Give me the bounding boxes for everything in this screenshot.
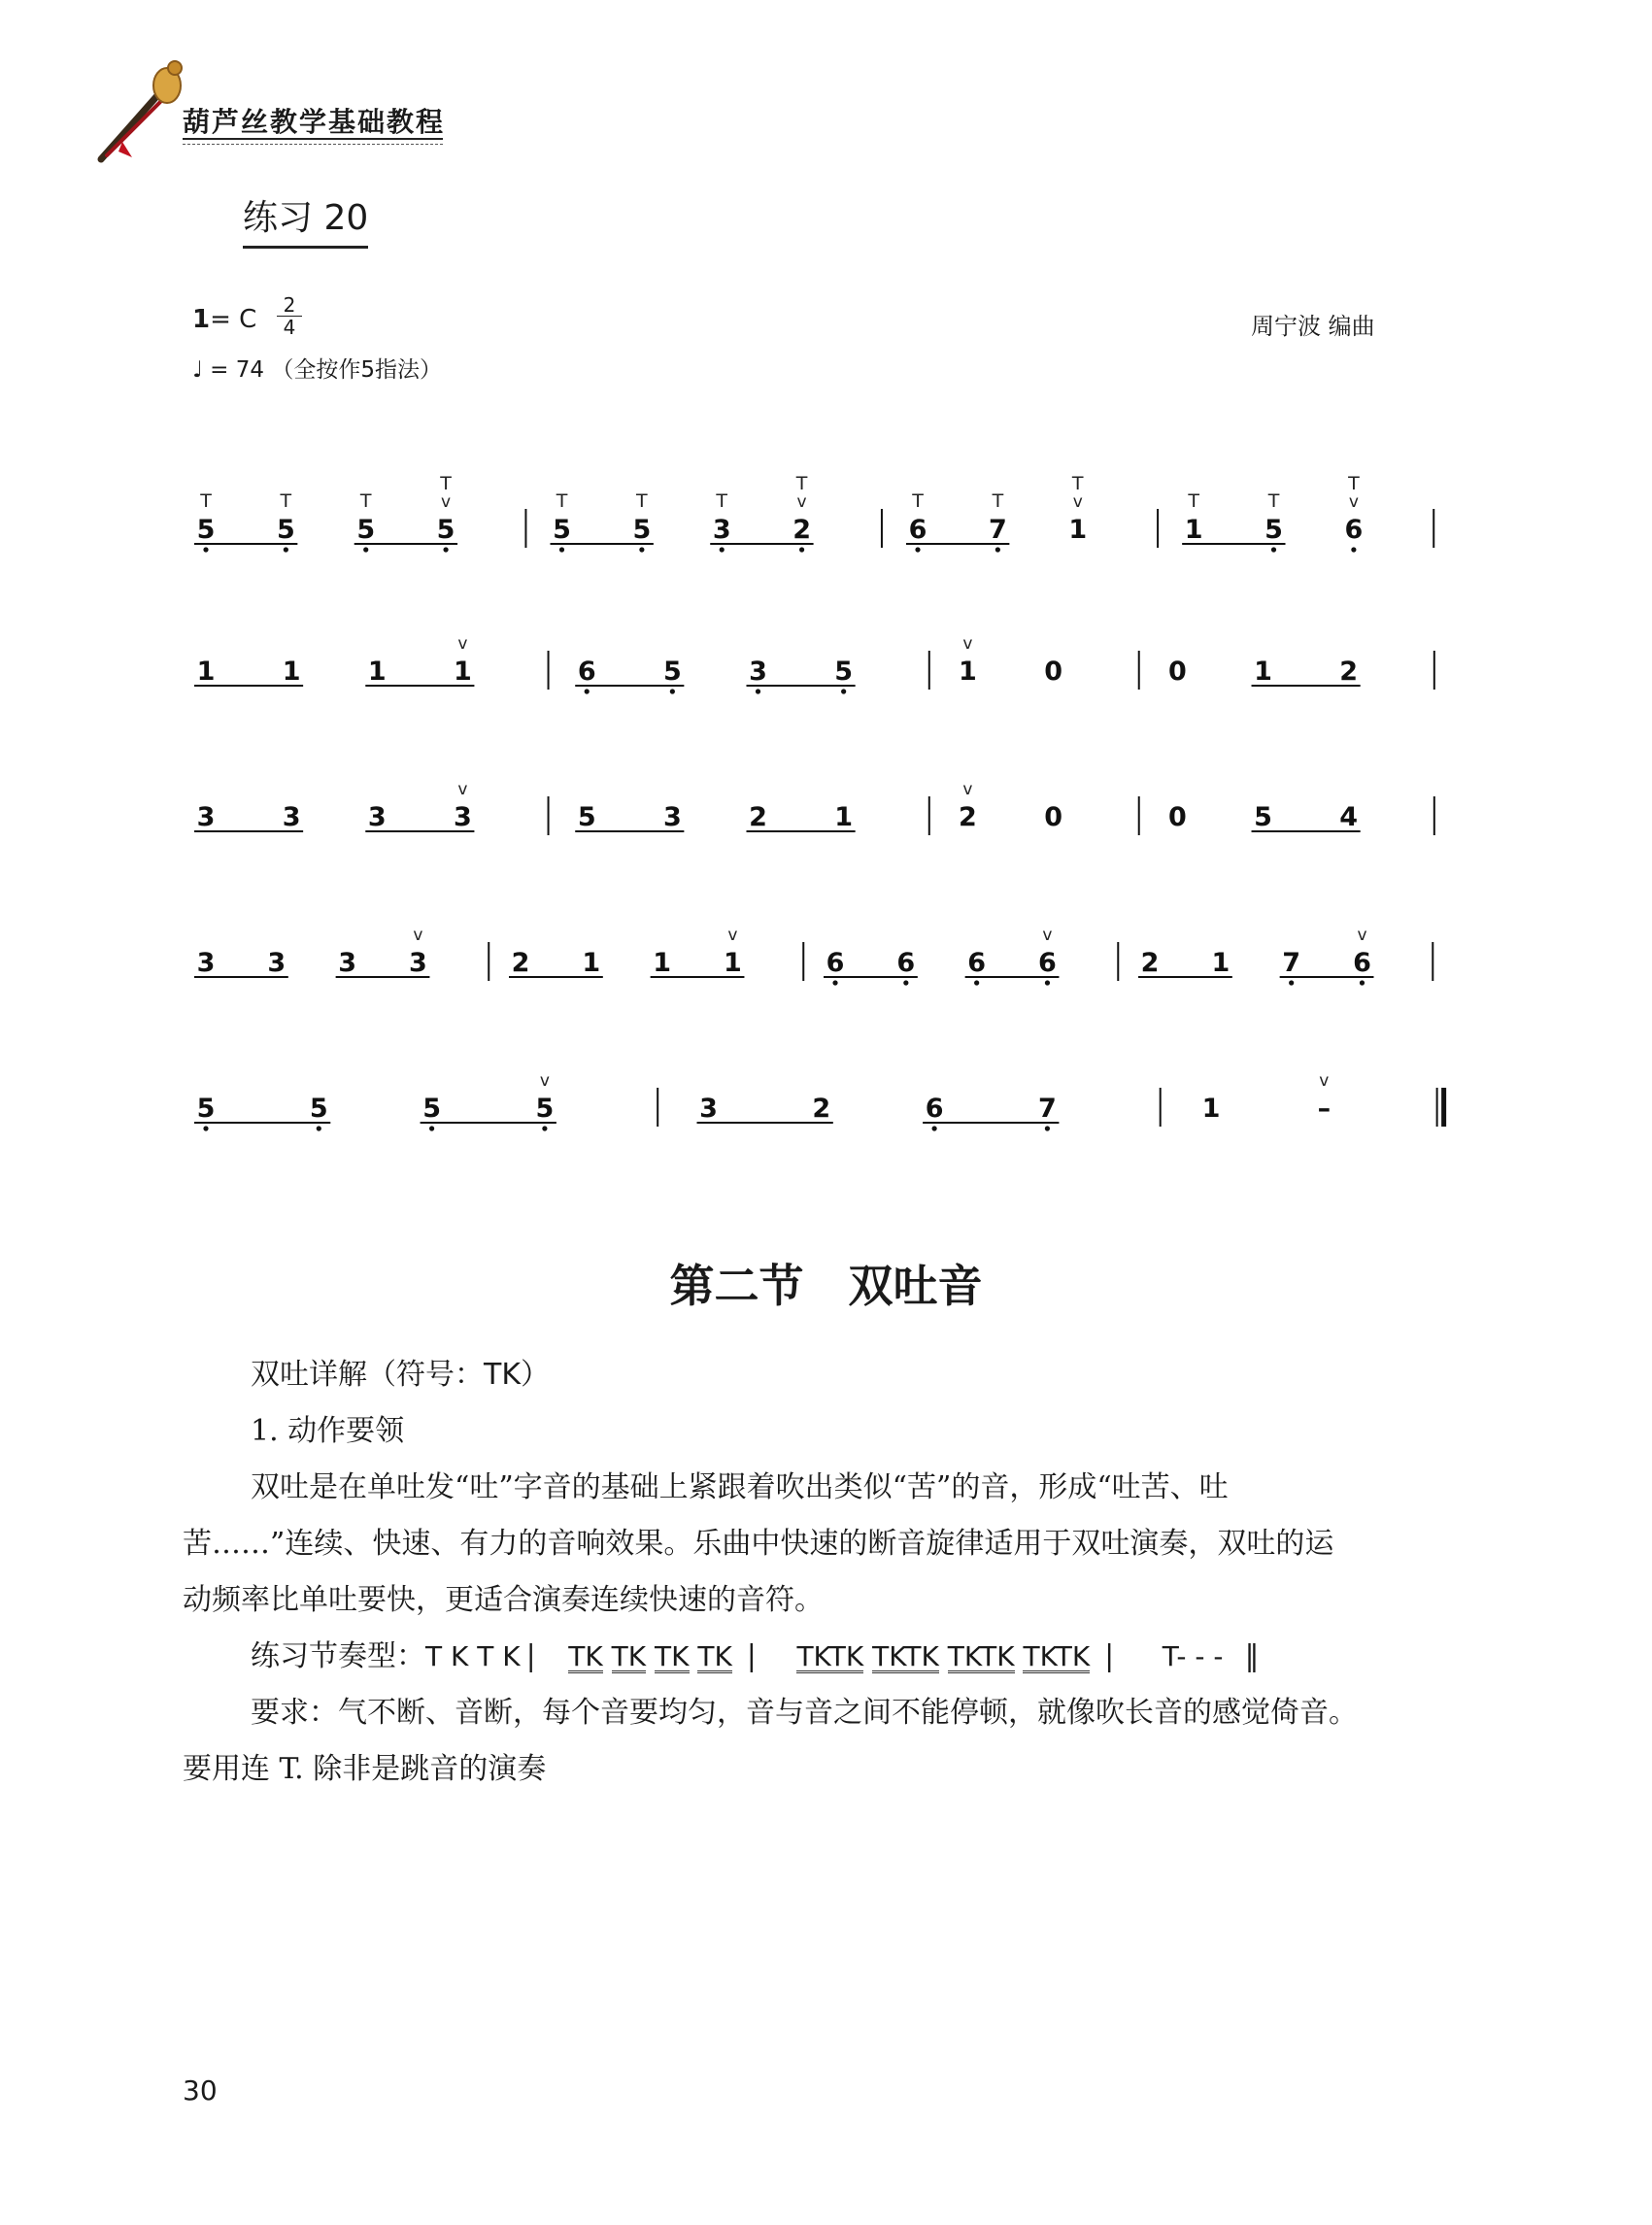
note: 6 (908, 515, 927, 545)
note: 1 (834, 802, 854, 832)
accent-mark: v (727, 926, 738, 945)
low-octave-dot (429, 1126, 434, 1130)
note: 6 (1344, 515, 1364, 545)
note: 3 (662, 802, 682, 832)
low-octave-dot (915, 547, 920, 552)
note: 2 (1339, 657, 1359, 687)
low-octave-dot (670, 689, 675, 693)
tongue-mark: T (716, 490, 728, 512)
accent-mark: v (539, 1071, 550, 1091)
note: 3 (712, 515, 731, 545)
composer: 周宁波 编曲 (1251, 313, 1375, 340)
section-title: 第二节 双吐音 (669, 1260, 983, 1312)
rhythm-group-1: T K T K (425, 1640, 521, 1672)
low-octave-dot (1045, 1126, 1050, 1130)
tongue-mark: T (992, 490, 1004, 512)
note: 0 (1044, 802, 1062, 832)
header-title: 葫芦丝教学基础教程 (183, 106, 446, 138)
tongue-mark: T (912, 490, 924, 512)
note: 3 (699, 1094, 718, 1124)
low-octave-dot (799, 547, 804, 552)
note: 2 (511, 948, 530, 978)
note: 2 (749, 802, 767, 832)
tongue-mark: T (1348, 473, 1360, 494)
note: 5 (276, 515, 295, 545)
note: 3 (282, 802, 301, 832)
note: 0 (1167, 802, 1187, 832)
tongue-mark: T (1267, 490, 1280, 512)
low-octave-dot (542, 1126, 547, 1130)
rhythm-tk: TK (655, 1640, 690, 1672)
meter-bottom: 4 (283, 316, 296, 339)
note: – (1317, 1094, 1332, 1124)
note: 1 (367, 657, 387, 687)
note: 3 (196, 948, 216, 978)
note: 5 (577, 802, 596, 832)
accent-mark: v (457, 780, 468, 799)
tongue-mark: T (1188, 490, 1199, 512)
note: 6 (925, 1094, 944, 1124)
rhythm-tk: TK (611, 1640, 647, 1672)
tongue-mark: T (795, 473, 808, 494)
note: 0 (1167, 657, 1187, 687)
note: 5 (662, 657, 682, 687)
note: 1 (1068, 515, 1088, 545)
low-octave-dot (995, 547, 1000, 552)
accent-mark: v (413, 926, 423, 945)
note: 5 (422, 1094, 441, 1124)
rhythm-tk: TK (697, 1640, 732, 1672)
note: 5 (436, 515, 455, 545)
rhythm-tktk: TKTK (796, 1640, 864, 1672)
note: 2 (792, 515, 811, 545)
paragraph-2-line-2: 要用连 T. 除非是跳音的演奏 (183, 1752, 547, 1786)
low-octave-dot (720, 547, 725, 552)
note: 3 (196, 802, 216, 832)
low-octave-dot (832, 980, 837, 985)
note: 2 (812, 1094, 831, 1124)
note: 5 (632, 515, 652, 545)
low-octave-dot (585, 689, 590, 693)
note: 7 (1038, 1094, 1057, 1124)
note: 1 (582, 948, 601, 978)
note: 5 (535, 1094, 555, 1124)
accent-mark: v (1357, 926, 1367, 945)
item-heading: 1. 动作要领 (251, 1414, 405, 1448)
tongue-mark: T (636, 490, 648, 512)
low-octave-dot (1045, 980, 1050, 985)
key-number: 1 (192, 305, 211, 334)
key-value: = C (210, 305, 257, 334)
paragraph-1-line-3: 动频率比单吐要快，更适合演奏连续快速的音符。 (183, 1583, 824, 1617)
tongue-mark: T (359, 490, 372, 512)
note: 1 (196, 657, 216, 687)
rhythm-label: 练习节奏型： (251, 1639, 425, 1673)
low-octave-dot (363, 547, 368, 552)
low-octave-dot (932, 1126, 937, 1130)
note: 1 (1254, 657, 1272, 687)
note: 1 (653, 948, 672, 978)
note: 5 (196, 1094, 216, 1124)
low-octave-dot (443, 547, 448, 552)
meter-top: 2 (283, 293, 296, 317)
note: 6 (826, 948, 845, 978)
accent-mark: v (457, 634, 468, 654)
note: 6 (967, 948, 987, 978)
rhythm-tk: TK (568, 1640, 603, 1672)
note: 5 (356, 515, 376, 545)
low-octave-dot (841, 689, 846, 693)
accent-mark: v (1042, 926, 1053, 945)
low-octave-dot (1289, 980, 1294, 985)
note: 4 (1339, 802, 1359, 832)
rhythm-end: T- - - (1162, 1640, 1224, 1672)
note: 3 (338, 948, 357, 978)
paragraph-1-line-1: 双吐是在单吐发“吐”字音的基础上紧跟着吹出类似“苦”的音，形成“吐苦、吐 (251, 1470, 1229, 1504)
note: 1 (1184, 515, 1203, 545)
low-octave-dot (203, 547, 208, 552)
low-octave-dot (639, 547, 644, 552)
note: 3 (749, 657, 767, 687)
low-octave-dot (559, 547, 564, 552)
note: 1 (1201, 1094, 1221, 1124)
accent-mark: v (1348, 492, 1359, 512)
note: 3 (267, 948, 287, 978)
accent-mark: v (962, 634, 973, 654)
accent-mark: v (441, 492, 452, 512)
paragraph-2-line-1: 要求：气不断、音断，每个音要均匀，音与音之间不能停顿，就像吹长音的感觉倚音。 (251, 1696, 1358, 1730)
rhythm-pattern: 练习节奏型：T K T K | TK TK TK TK | TKTK TKTK TKTK TKTK | T- - - ‖ (251, 1639, 1260, 1673)
accent-mark: v (962, 780, 973, 799)
accent-mark: v (796, 492, 807, 512)
note: 1 (1211, 948, 1231, 978)
page-number: 30 (183, 2074, 218, 2107)
exercise-title: 练习 20 (243, 190, 368, 249)
low-octave-dot (1271, 547, 1276, 552)
note: 6 (1038, 948, 1057, 978)
note: 2 (959, 802, 977, 832)
note: 5 (196, 515, 216, 545)
tongue-mark: T (1071, 473, 1084, 494)
note: 6 (896, 948, 916, 978)
low-octave-dot (284, 547, 288, 552)
tongue-mark: T (200, 490, 212, 512)
note: 6 (1353, 948, 1371, 978)
note: 7 (1282, 948, 1301, 978)
note: 7 (988, 515, 1007, 545)
note: 1 (724, 948, 742, 978)
low-octave-dot (1360, 980, 1365, 985)
tongue-mark: T (280, 490, 292, 512)
note: 1 (959, 657, 977, 687)
note: 5 (834, 657, 854, 687)
low-octave-dot (1351, 547, 1356, 552)
note: 2 (1140, 948, 1160, 978)
low-octave-dot (203, 1126, 208, 1130)
note: 6 (577, 657, 596, 687)
low-octave-dot (756, 689, 760, 693)
note: 5 (309, 1094, 328, 1124)
rhythm-tktk: TKTK (872, 1640, 939, 1672)
note: 5 (1264, 515, 1283, 545)
tongue-mark: T (556, 490, 568, 512)
note: 5 (1254, 802, 1272, 832)
note: 5 (553, 515, 571, 545)
note: 1 (454, 657, 472, 687)
low-octave-dot (903, 980, 908, 985)
tempo-marking: ♩ = 74 （全按作5指法） (192, 357, 442, 383)
accent-mark: v (1319, 1071, 1330, 1091)
paragraph-1-line-2: 苦……”连续、快速、有力的音响效果。乐曲中快速的断音旋律适用于双吐演奏，双吐的运 (183, 1527, 1334, 1561)
note: 3 (409, 948, 427, 978)
low-octave-dot (317, 1126, 321, 1130)
note: 3 (367, 802, 387, 832)
rhythm-tktk: TKTK (1023, 1640, 1091, 1672)
tongue-mark: T (440, 473, 452, 494)
low-octave-dot (974, 980, 979, 985)
note: 1 (282, 657, 301, 687)
rhythm-tktk: TKTK (947, 1640, 1015, 1672)
note: 3 (454, 802, 472, 832)
note: 0 (1044, 657, 1062, 687)
subhead: 双吐详解（符号：TK） (251, 1358, 550, 1392)
accent-mark: v (1072, 492, 1083, 512)
